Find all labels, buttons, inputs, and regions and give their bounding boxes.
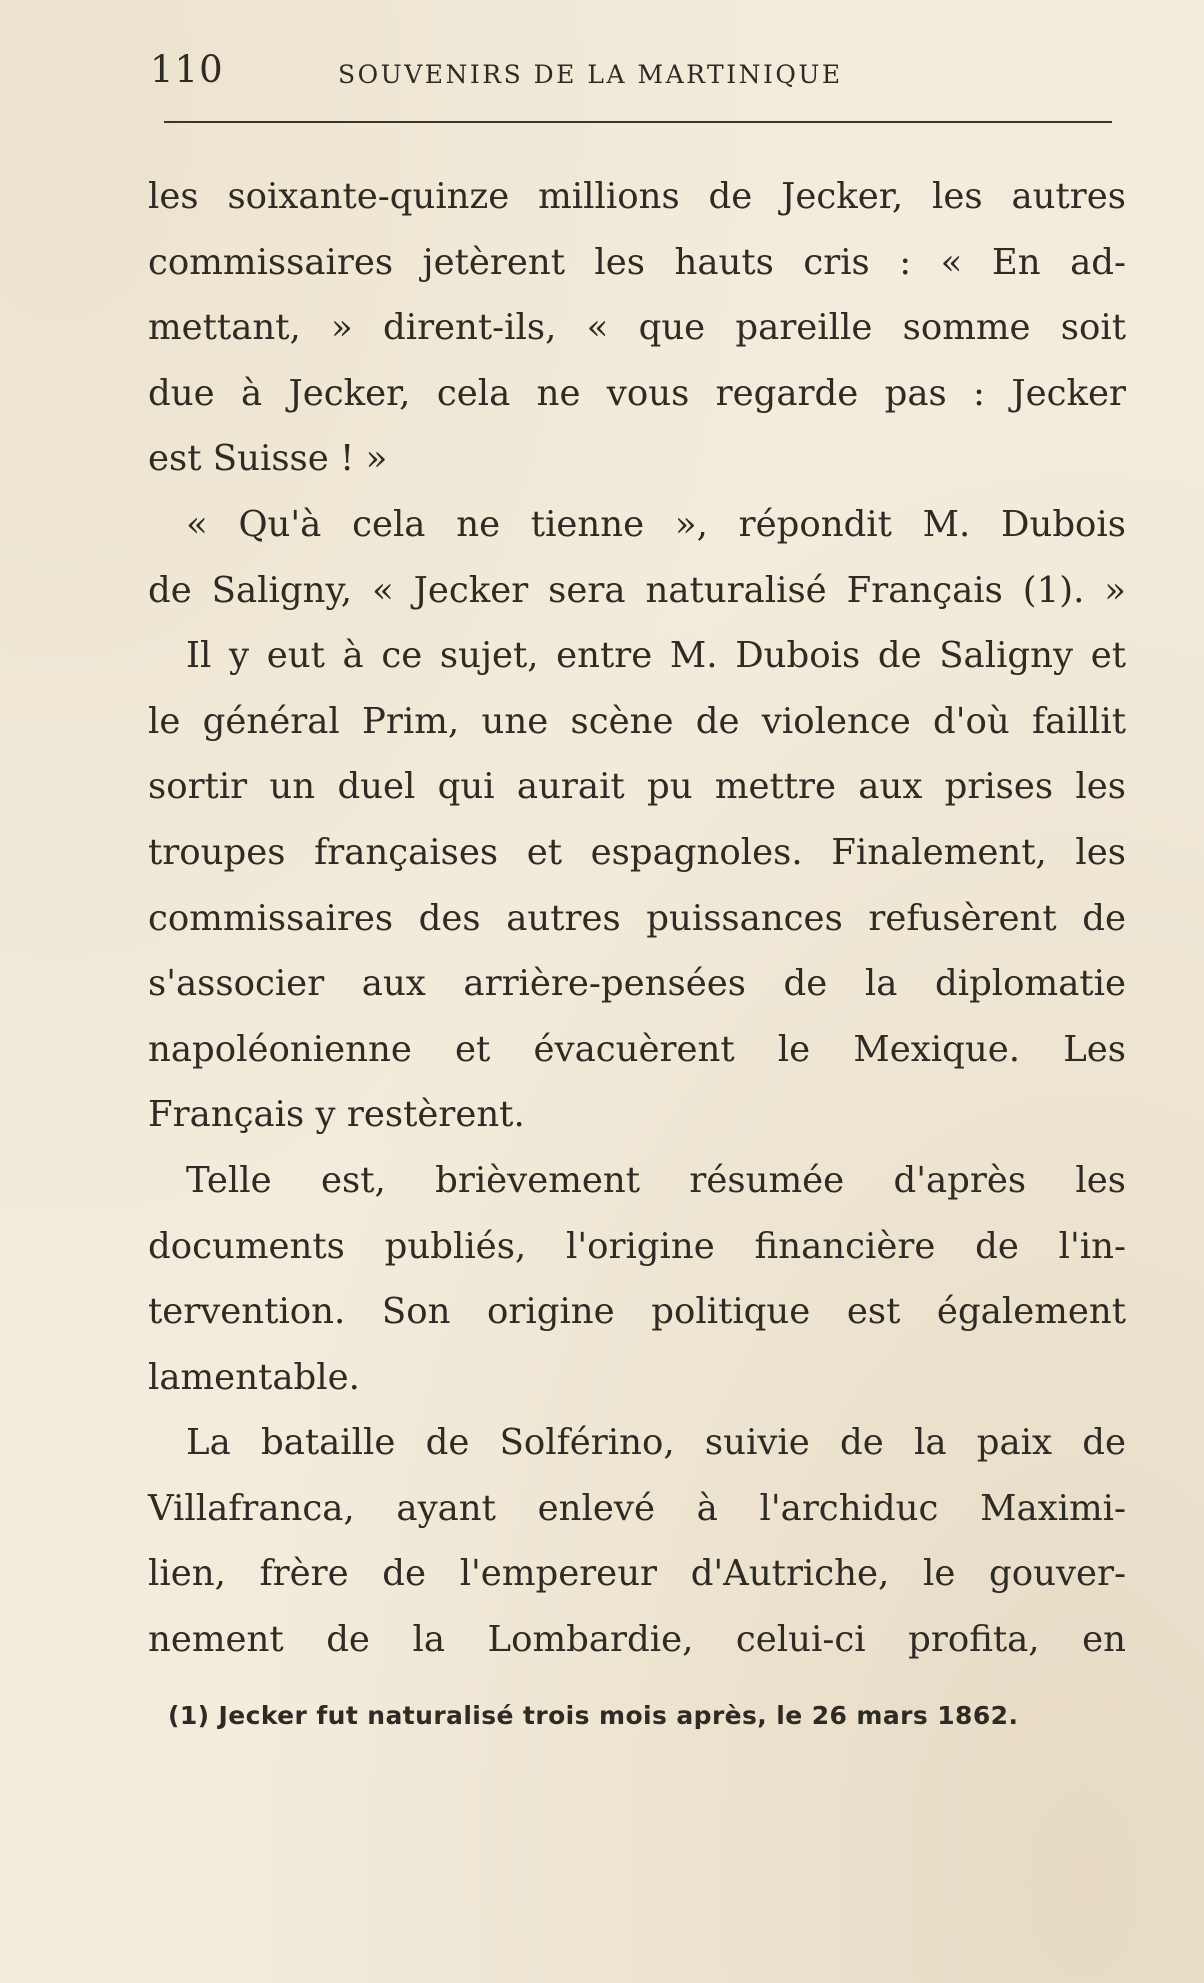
header-rule (164, 121, 1112, 123)
text-line: commissaires jetèrent les hauts cris : « En ad- (148, 241, 1126, 283)
footnote: (1) Jecker fut naturalisé trois mois après, le 26 mars 1862. (168, 1701, 1019, 1730)
text-line: lien, frère de l'empereur d'Autriche, le gouver- (148, 1553, 1126, 1595)
text-line: documents publiés, l'origine financière de l'in- (148, 1225, 1126, 1267)
text-line: les soixante-quinze millions de Jecker, les autres (148, 176, 1126, 217)
text-line: Il y eut à ce sujet, entre M. Dubois de Saligny et (186, 635, 1126, 677)
book-page (148, 0, 1126, 1983)
text-line: est Suisse ! » (148, 438, 388, 480)
text-line: Français y restèrent. (148, 1094, 525, 1136)
text-line: « Qu'à cela ne tienne », répondit M. Dubois (186, 503, 1126, 545)
page-number: 110 (150, 48, 224, 91)
running-title: SOUVENIRS DE LA MARTINIQUE (338, 60, 843, 89)
text-line: tervention. Son origine politique est également (148, 1291, 1126, 1333)
text-line: lamentable. (148, 1356, 360, 1398)
text-line: Telle est, brièvement résumée d'après les (186, 1159, 1126, 1201)
body-text (148, 164, 1126, 1673)
text-line: troupes françaises et espagnoles. Finalement, les (148, 831, 1126, 873)
text-line: sortir un duel qui aurait pu mettre aux prises les (148, 766, 1126, 808)
text-line: Villafranca, ayant enlevé à l'archiduc Maximi- (148, 1487, 1126, 1529)
text-line: napoléonienne et évacuèrent le Mexique. Les (148, 1028, 1126, 1070)
text-line: mettant, » dirent-ils, « que pareille somme soit (148, 307, 1126, 349)
text-line: La bataille de Solférino, suivie de la paix de (186, 1422, 1126, 1464)
running-head (148, 48, 1108, 108)
text-line: s'associer aux arrière-pensées de la diplomatie (148, 963, 1126, 1005)
text-line: de Saligny, « Jecker sera naturalisé Français (1). » (148, 569, 1126, 611)
text-line: due à Jecker, cela ne vous regarde pas : Jecker (148, 372, 1126, 414)
text-line: le général Prim, une scène de violence d'où faillit (148, 700, 1126, 742)
text-line: nement de la Lombardie, celui-ci profita, en (148, 1619, 1126, 1661)
text-line: commissaires des autres puissances refusèrent de (148, 897, 1126, 939)
